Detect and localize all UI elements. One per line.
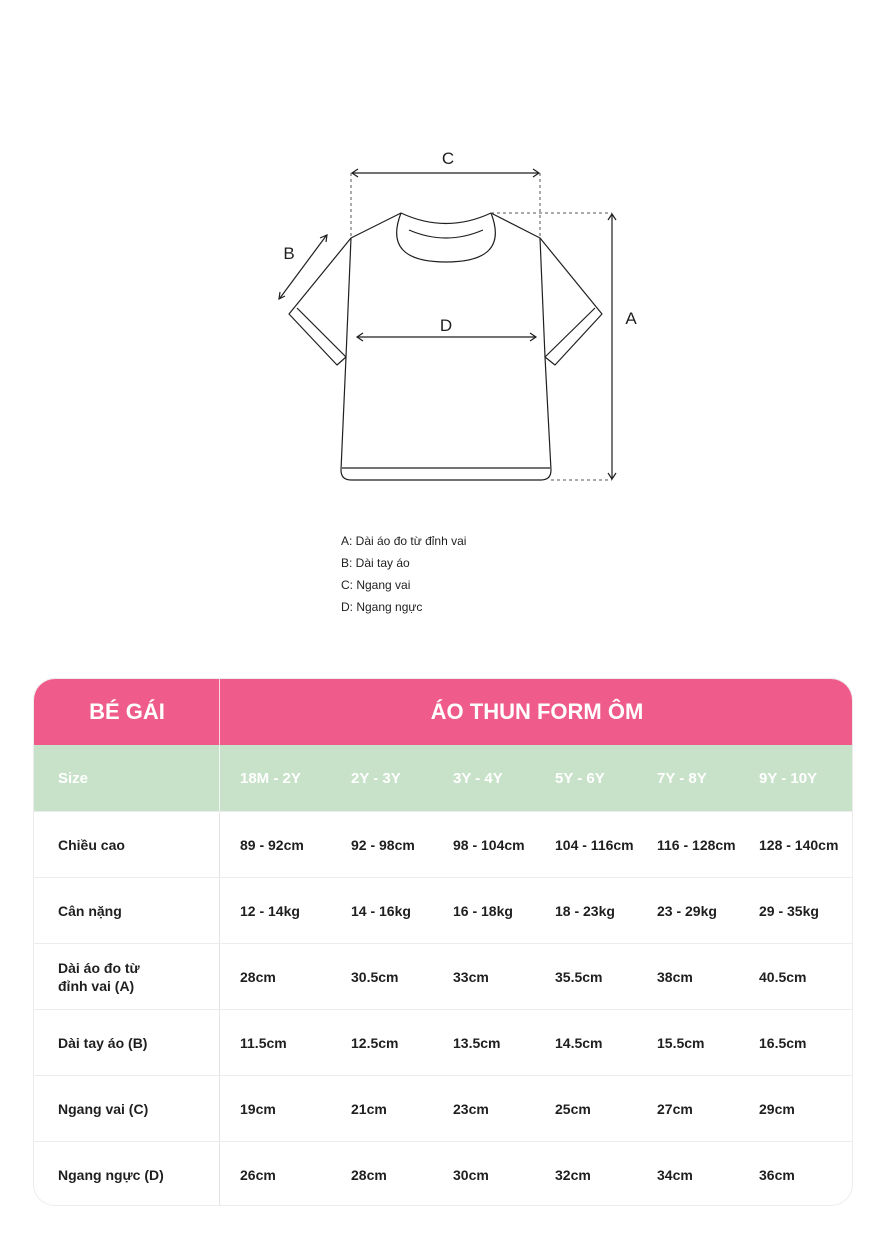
table-cell: 40.5cm	[759, 968, 807, 985]
size-col-5: 7Y - 8Y	[657, 769, 707, 787]
table-cell: 21cm	[351, 1100, 387, 1117]
table-row-length	[34, 943, 853, 1009]
measurement-legend	[341, 530, 466, 618]
table-cell: 128 - 140cm	[759, 836, 839, 853]
row-label: Cân nặng	[58, 902, 122, 919]
size-col-2: 2Y - 3Y	[351, 769, 401, 787]
table-cell: 104 - 116cm	[555, 836, 634, 853]
legend-item-c: C: Ngang vai	[341, 578, 411, 592]
table-cell: 26cm	[240, 1166, 276, 1183]
table-cell: 23 - 29kg	[657, 902, 717, 919]
table-cell: 92 - 98cm	[351, 836, 415, 853]
row-label-line-2: đỉnh vai (A)	[58, 977, 135, 994]
row-label: Ngang ngực (D)	[58, 1166, 164, 1183]
row-label-line-1: Dài áo đo từ	[58, 959, 140, 976]
table-cell: 18 - 23kg	[555, 902, 615, 919]
table-cell: 25cm	[555, 1100, 591, 1117]
table-cell: 116 - 128cm	[657, 836, 736, 853]
table-cell: 27cm	[657, 1100, 693, 1117]
table-cell: 16 - 18kg	[453, 902, 513, 919]
table-cell: 15.5cm	[657, 1034, 705, 1051]
table-cell: 30cm	[453, 1166, 489, 1183]
table-row-weight	[34, 877, 853, 943]
table-cell: 19cm	[240, 1100, 276, 1117]
product-heading: ÁO THUN FORM ÔM	[430, 699, 644, 724]
dimension-a-label: A	[625, 309, 637, 328]
table-cell: 34cm	[657, 1166, 693, 1183]
table-cell: 11.5cm	[240, 1034, 287, 1051]
table-cell: 14.5cm	[555, 1034, 603, 1051]
table-cell: 98 - 104cm	[453, 836, 525, 853]
left-sleeve-cuff	[297, 308, 346, 357]
table-header-row	[34, 679, 853, 745]
table-cell: 23cm	[453, 1100, 489, 1117]
legend-item-a: A: Dài áo đo từ đỉnh vai	[341, 534, 467, 548]
row-label: Dài tay áo (B)	[58, 1034, 148, 1051]
table-cell: 36cm	[759, 1166, 795, 1183]
size-label: Size	[58, 769, 89, 787]
size-col-1: 18M - 2Y	[240, 769, 301, 787]
size-col-3: 3Y - 4Y	[453, 769, 503, 787]
table-row-shoulder	[34, 1075, 853, 1141]
size-col-6: 9Y - 10Y	[759, 769, 818, 787]
size-chart-table	[33, 678, 853, 1206]
dimension-b-label: B	[283, 244, 295, 263]
legend-item-b: B: Dài tay áo	[341, 556, 410, 570]
dimension-d-label: D	[439, 316, 453, 335]
legend-item-d: D: Ngang ngực	[341, 600, 423, 614]
row-label	[34, 944, 220, 1009]
table-cell: 12.5cm	[351, 1034, 399, 1051]
table-cell: 89 - 92cm	[240, 836, 304, 853]
table-cell: 28cm	[240, 968, 276, 985]
table-cell: 33cm	[453, 968, 489, 985]
table-cell: 32cm	[555, 1166, 591, 1183]
row-label: Ngang vai (C)	[58, 1100, 149, 1117]
gender-heading: BÉ GÁI	[89, 699, 165, 724]
size-col-4: 5Y - 6Y	[555, 769, 605, 787]
table-cell: 29cm	[759, 1100, 795, 1117]
tshirt-measurement-diagram	[0, 0, 891, 520]
table-row-chest	[34, 1141, 853, 1206]
table-cell: 29 - 35kg	[759, 902, 819, 919]
table-cell: 38cm	[657, 968, 693, 985]
table-cell: 13.5cm	[453, 1034, 501, 1051]
table-cell: 12 - 14kg	[240, 902, 300, 919]
table-row-sleeve	[34, 1009, 853, 1075]
size-row	[34, 745, 853, 811]
dimension-c-label: C	[441, 149, 455, 168]
table-cell: 35.5cm	[555, 968, 603, 985]
table-cell: 16.5cm	[759, 1034, 807, 1051]
table-cell: 30.5cm	[351, 968, 399, 985]
table-cell: 28cm	[351, 1166, 387, 1183]
table-cell: 14 - 16kg	[351, 902, 411, 919]
table-row-height	[34, 811, 853, 877]
right-sleeve-cuff	[545, 308, 595, 357]
row-label: Chiều cao	[58, 836, 125, 853]
